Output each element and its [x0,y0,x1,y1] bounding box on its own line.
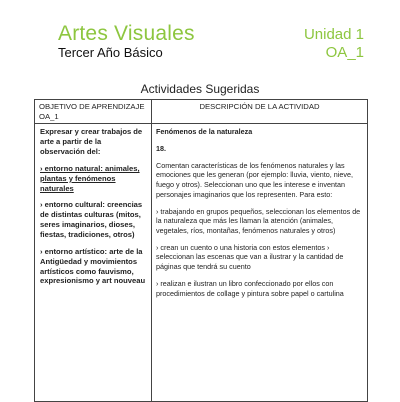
objective-cell [35,124,152,402]
objective-column-header: OBJETIVO DE APRENDIZAJE OA_1 [35,100,152,124]
objective-item: › entorno cultural: creencias de distintas culturas (mitos, seres imaginarios, dioses, fiestas, tradiciones, otros) [40,200,143,239]
oa-label: OA_1 [325,44,364,61]
objective-item: › entorno natural: animales, plantas y fenómenos naturales [40,163,140,193]
section-title: Actividades Sugeridas [140,82,260,96]
activity-column-header: DESCRIPCIÓN DE LA ACTIVIDAD [152,100,368,124]
activity-cell [152,124,368,402]
grade-subtitle: Tercer Año Básico [58,45,163,60]
objective-item: › entorno artístico: arte de la Antigüedad y movimientos artísticos como fauvismo, expresionismo y art nouveau [40,246,146,286]
objective-intro: Expresar y crear trabajos de arte a partir de la observación del: [40,127,143,156]
activity-number: 18. [156,143,166,153]
activity-paragraph: › trabajando en grupos pequeños, seleccionan los elementos de la naturaleza que más les llaman la atención (animales, vegetales, ríos, montañas, fenómenos naturales y otros) [156,206,361,235]
document-title: Artes Visuales [58,22,195,45]
activities-table [34,99,368,402]
activity-paragraph: › crean un cuento o una historia con estos elementos › seleccionan las escenas que van a ilustrar y la cantidad de páginas que tendrá su cuento [156,242,344,272]
table-row [35,124,368,402]
unit-label: Unidad 1 [303,26,364,43]
activity-paragraph: Comentan características de los fenómenos naturales y las emociones que les generan (por ejemplo: lluvia, viento, nieve, fuego y otros). Seleccionan uno que les interese e inventan personajes imaginarios que los representen. Para esto: [156,160,353,199]
activity-heading: Fenómenos de la naturaleza [156,127,253,137]
table-header-row [35,100,368,124]
activity-paragraph: › realizan e ilustran un libro confeccionado por ellos con procedimientos de collage y pintura sobre papel o cartulina [156,278,344,298]
